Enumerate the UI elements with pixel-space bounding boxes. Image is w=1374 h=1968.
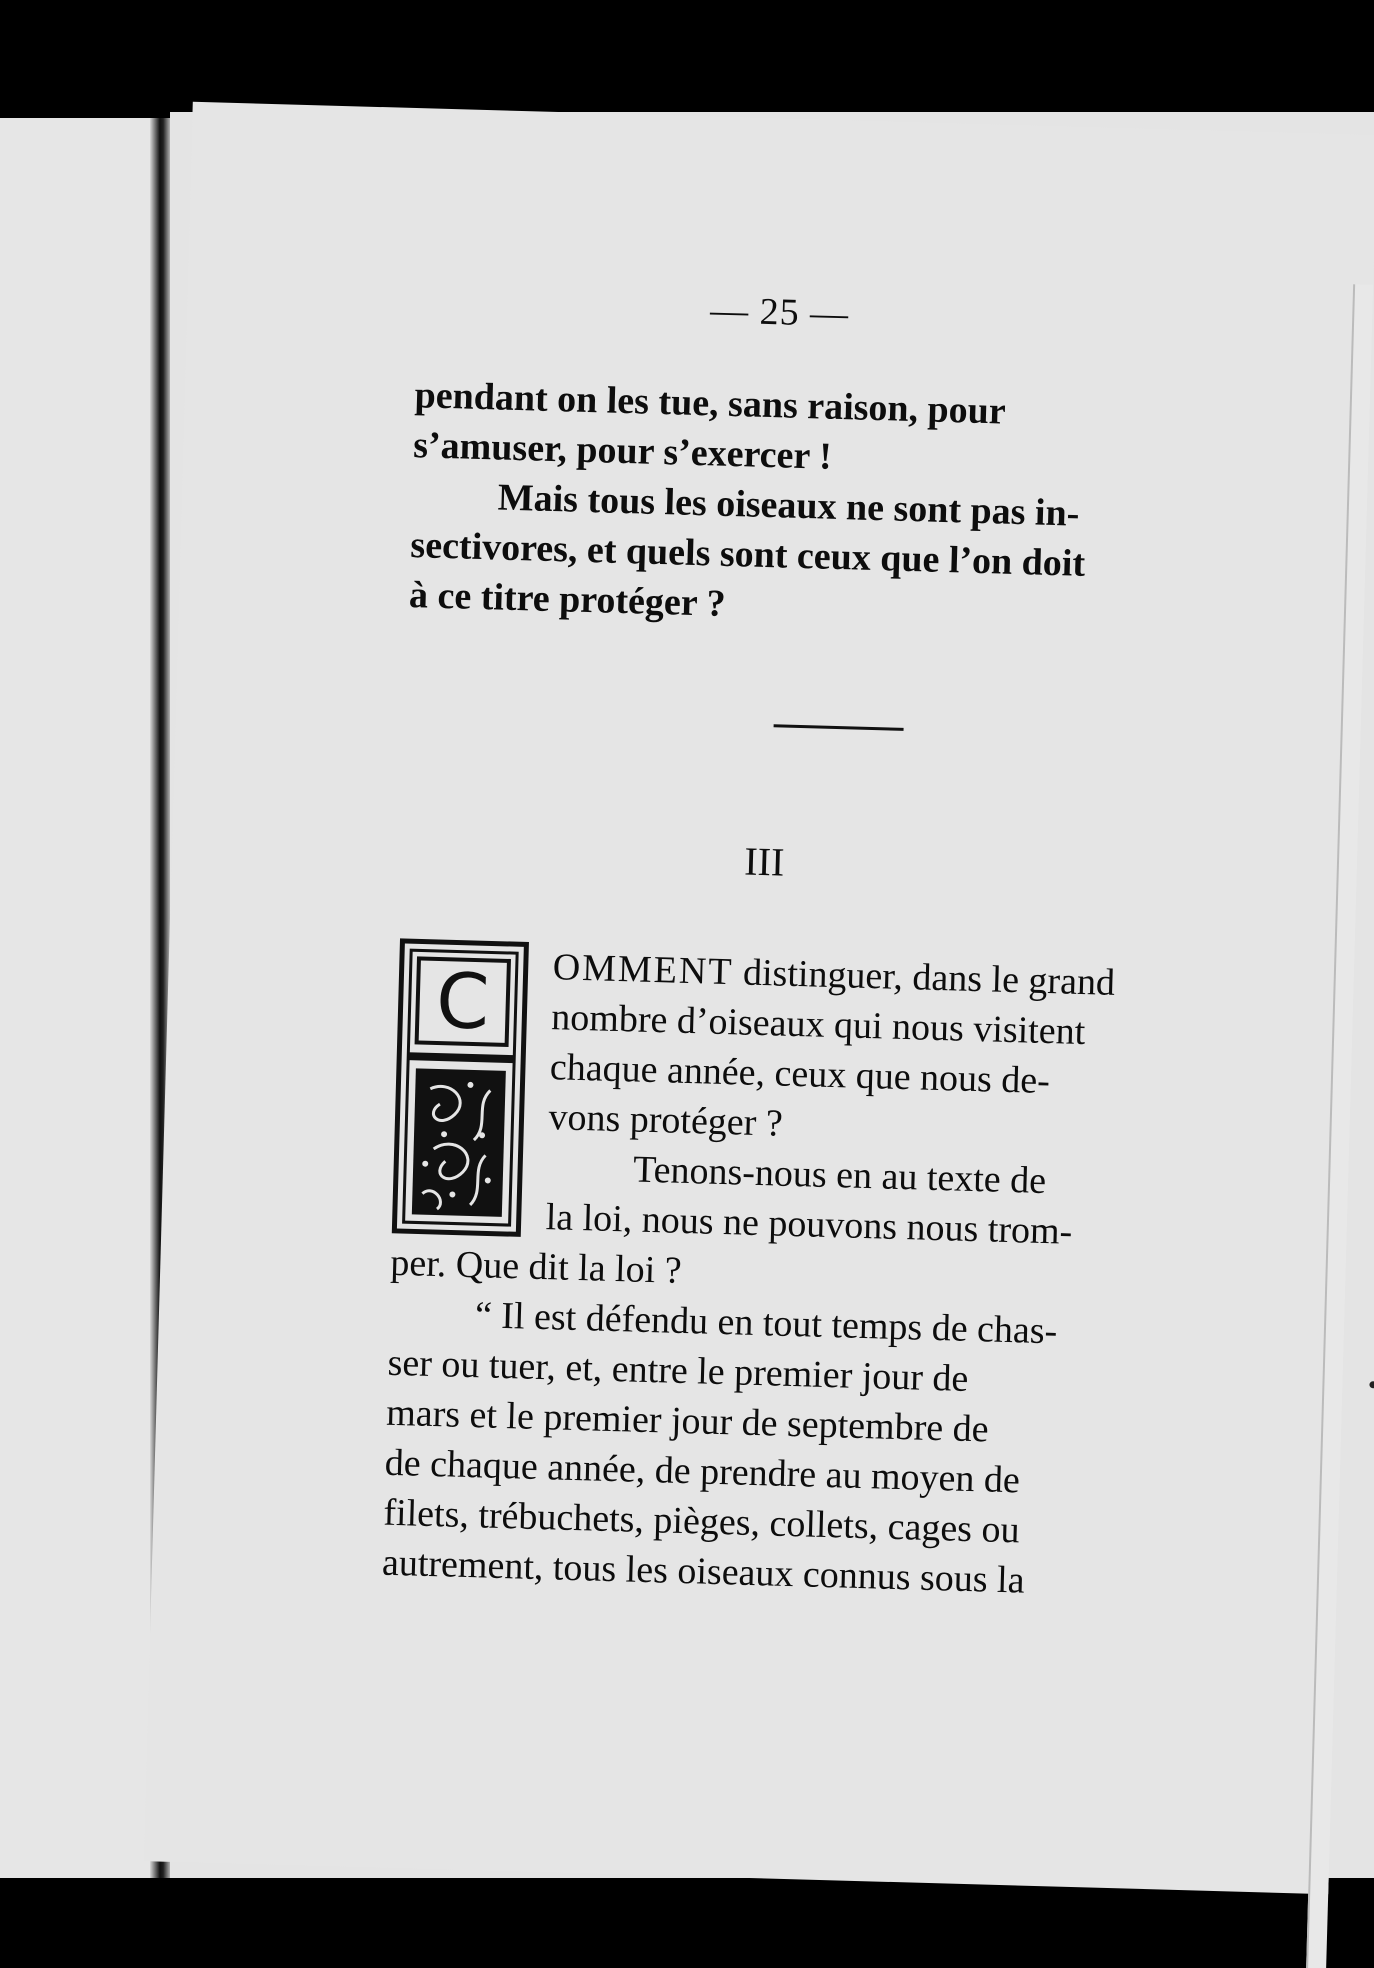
decorative-drop-cap <box>391 938 529 1238</box>
text-line: la loi, nous ne pouvons nous trom- <box>545 1196 1073 1253</box>
chapter-heading: III <box>743 838 785 885</box>
text-line: chaque année, ceux que nous de- <box>549 1046 1051 1103</box>
text-line: ser ou tuer, et, entre le premier jour de <box>387 1341 969 1400</box>
text-line: sectivores, et quels sont ceux que l’on doit <box>409 524 1086 585</box>
paragraph <box>545 1142 1148 1259</box>
drop-cap-letter: C <box>435 955 491 1047</box>
text-line: mars et le premier jour de septembre de <box>385 1391 990 1451</box>
paragraph <box>548 942 1153 1159</box>
text-line: filets, trébuchets, pièges, collets, cages ou <box>382 1491 1021 1552</box>
text-line: per. Que dit la loi ? <box>389 1241 683 1292</box>
text-span: distinguer, dans le grand <box>733 951 1116 1004</box>
page-number: — 25 — <box>709 289 850 336</box>
paragraph <box>381 1288 1149 1609</box>
text-line: de chaque année, de prendre au moyen de <box>384 1441 1021 1502</box>
ink-speck <box>1369 1381 1374 1388</box>
text-line: Tenons-nous en au texte de <box>632 1148 1047 1203</box>
text-line: autrement, tous les oiseaux connus sous la <box>381 1541 1026 1602</box>
section-divider <box>774 724 904 731</box>
text-line: Mais tous les oiseaux ne sont pas in- <box>497 476 1080 535</box>
paragraph <box>408 470 1194 642</box>
smallcaps-word: OMMENT <box>552 946 735 994</box>
text-line: nombre d’oiseaux qui nous visitent <box>550 996 1086 1054</box>
text-line: s’amuser, pour s’exercer ! <box>412 424 833 478</box>
text-line: vons protéger ? <box>548 1096 784 1145</box>
book-page <box>144 102 1374 1894</box>
text-line: pendant on les tue, sans raison, pour <box>414 374 1007 433</box>
left-page-edge <box>0 118 162 1878</box>
text-line: “ Il est défendu en tout temps de chas- <box>474 1294 1058 1353</box>
text-line: à ce titre protéger ? <box>408 574 727 625</box>
